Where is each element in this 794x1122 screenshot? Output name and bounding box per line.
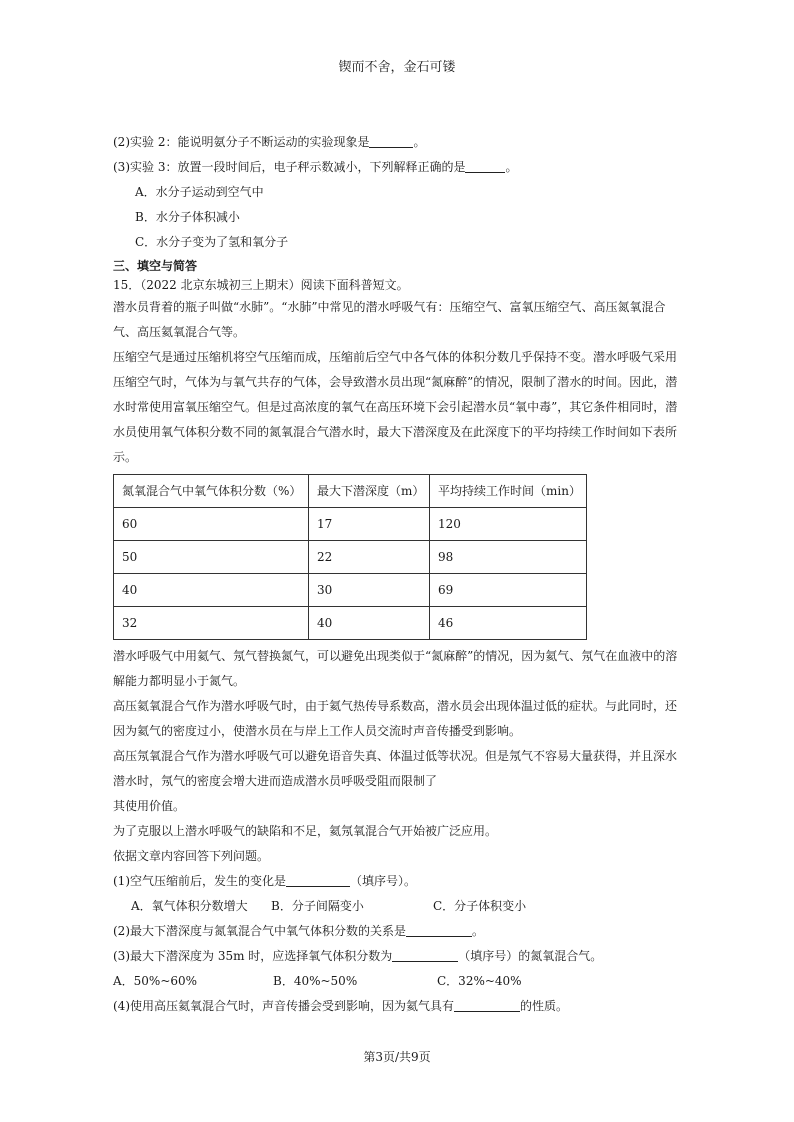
answer-blank: [369, 133, 413, 148]
answer-blank: [454, 997, 520, 1012]
q15-sub3-option-c: C．32%~40%: [437, 974, 522, 988]
table-header-cell: 最大下潜深度（m）: [309, 475, 430, 508]
q15-paragraph-2: 压缩空气是通过压缩机将空气压缩而成，压缩前后空气中各气体的体积分数几乎保持不变。潜水呼吸气采用压缩空气时，气体为与氧气共存的气体，会导致潜水员出现“氮麻醉”的情况，限制了潜水的时间。因此，潜水时常使用富氧压缩空气。但是过高浓度的氧气在高压环境下会引起潜水员“氧中毒”，其它条件相同时，潜水员使用氧气体积分数不同的氮氧混合气潜水时，最大下潜深度及在此深度下的平均持续工作时间如下表所示。: [113, 350, 678, 464]
q15-sub3: [113, 944, 688, 969]
q15-sub4: [113, 994, 688, 1019]
q14-sub3: [113, 155, 688, 180]
q15-sub2-end: 。: [472, 924, 485, 938]
table-cell: 22: [309, 541, 430, 574]
q15-paragraph-3: 潜水呼吸气中用氦气、氖气替换氮气，可以避免出现类似于“氮麻醉”的情况，因为氦气、氖气在血液中的溶解能力都明显小于氮气。: [113, 649, 678, 688]
q14-sub3-text: (3)实验 3：放置一段时间后，电子秤示数减小，下列解释正确的是: [113, 160, 466, 174]
answer-blank: [465, 158, 505, 173]
table-cell: 30: [309, 574, 430, 607]
table-row: [114, 574, 587, 607]
q15-sub2: [113, 919, 688, 944]
q14-sub2-text: (2)实验 2：能说明氨分子不断运动的实验现象是: [113, 135, 370, 149]
q15-sub3-option-a: A．50%~60%: [113, 974, 198, 988]
q15-paragraph-1: 潜水员背着的瓶子叫做“水肺”。“水肺”中常见的潜水呼吸气有：压缩空气、富氧压缩空气、高压氮氧混合气、高压氦氧混合气等。: [113, 300, 666, 339]
q14-sub2-end: 。: [413, 135, 426, 149]
table-row: [114, 607, 587, 640]
table-row: [114, 508, 587, 541]
table-cell: 46: [430, 607, 587, 640]
q14-option-c: C．水分子变为了氢和氧分子: [135, 235, 289, 249]
q15-sub3-options: [113, 969, 688, 994]
table-cell: 17: [309, 508, 430, 541]
table-cell: 40: [309, 607, 430, 640]
q15-sub4-end: 的性质。: [520, 999, 569, 1013]
q14-option-b: B．水分子体积减小: [135, 210, 240, 224]
table-cell: 50: [114, 541, 309, 574]
q15-paragraph-6: 为了克服以上潜水呼吸气的缺陷和不足，氦氖氧混合气开始被广泛应用。: [113, 824, 498, 838]
q15-sub1: [113, 869, 688, 894]
q15-sub3-end: （填序号）的氮氧混合气。: [458, 949, 603, 963]
answer-blank: [392, 947, 458, 962]
q15-sub1-end: （填序号）。: [350, 874, 417, 888]
table-header-row: [114, 475, 587, 508]
table-cell: 120: [430, 508, 587, 541]
q15-sub3-text: (3)最大下潜深度为 35m 时，应选择氧气体积分数为: [113, 949, 393, 963]
table-cell: 69: [430, 574, 587, 607]
table-row: [114, 541, 587, 574]
q15-intro: 15．（2022 北京东城初三上期末）阅读下面科普短文。: [113, 278, 409, 292]
answer-blank: [406, 922, 472, 937]
q15-sub1-text: (1)空气压缩前后，发生的变化是: [113, 874, 286, 888]
table-header-cell: 氮氧混合气中氧气体积分数（%）: [114, 475, 309, 508]
q14-sub2: [113, 130, 688, 155]
table-header-cell: 平均持续工作时间（min）: [430, 475, 587, 508]
table-cell: 98: [430, 541, 587, 574]
q14-option-a: A．水分子运动到空气中: [135, 185, 264, 199]
answer-blank: [286, 872, 350, 887]
q15-sub1-option-b: B．分子间隔变小: [271, 899, 364, 913]
q15-paragraph-5b: 其使用价值。: [113, 799, 186, 813]
table-cell: 32: [114, 607, 309, 640]
document-body: [113, 130, 688, 1019]
q15-paragraph-5a: 高压氖氧混合气作为潜水呼吸气可以避免语音失真、体温过低等状况。但是氖气不容易大量获得，并且深水潜水时，氖气的密度会增大进而造成潜水员呼吸受阻而限制了: [113, 749, 678, 788]
table-cell: 60: [114, 508, 309, 541]
q15-sub3-option-b: B．40%~50%: [273, 974, 358, 988]
data-table: [113, 474, 587, 640]
q15-paragraph-7: 依据文章内容回答下列问题。: [113, 849, 270, 863]
q15-sub4-text: (4)使用高压氦氧混合气时，声音传播会受到影响，因为氦气具有: [113, 999, 455, 1013]
q15-sub1-options: [113, 894, 688, 919]
q15-sub1-option-c: C．分子体积变小: [433, 899, 527, 913]
q15-sub1-option-a: A．氧气体积分数增大: [131, 899, 248, 913]
q15-paragraph-4: 高压氦氧混合气作为潜水呼吸气时，由于氦气热传导系数高，潜水员会出现体温过低的症状。与此同时，还因为氦气的密度过小，使潜水员在与岸上工作人员交流时声音传播受到影响。: [113, 699, 678, 738]
section-title: 三、填空与简答: [113, 259, 198, 273]
page-footer-number: 第3页/共9页: [363, 1050, 431, 1064]
q14-sub3-end: 。: [505, 160, 518, 174]
table-cell: 40: [114, 574, 309, 607]
q15-sub2-text: (2)最大下潜深度与氮氧混合气中氧气体积分数的关系是: [113, 924, 407, 938]
page-header-motto: 锲而不舍，金石可镂: [338, 60, 456, 75]
